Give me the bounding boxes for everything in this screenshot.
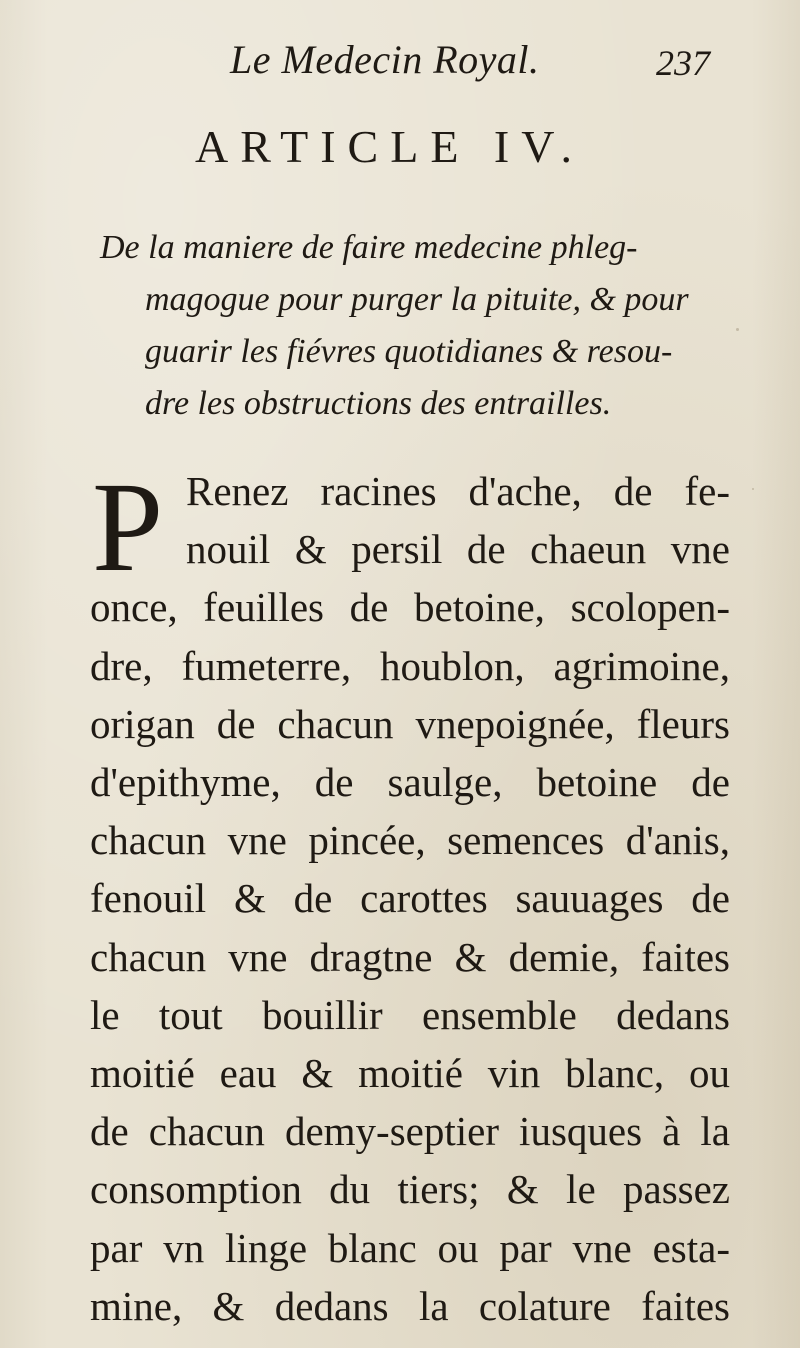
body-line: chacun vne pincée, semences d'anis,: [90, 817, 730, 864]
body-line: de chacun demy-septier iusques à la: [90, 1108, 730, 1155]
body-line: nouil & persil de chaeun vne: [186, 526, 730, 573]
subtitle-line: guarir les fiévres quotidianes & resou-: [145, 333, 673, 370]
article-subtitle: [100, 222, 750, 430]
body-line: origan de chacun vnepoignée, fleurs: [90, 700, 730, 747]
body-line: moitié eau & moitié vin blanc, ou: [90, 1050, 730, 1097]
body-line: chacun vne dragtne & demie, faites: [90, 933, 730, 980]
subtitle-line: magogue pour purger la pituite, & pour: [145, 281, 689, 318]
body-text: [90, 456, 730, 1335]
subtitle-line: De la maniere de faire medecine phleg-: [100, 229, 638, 266]
paper-speck: [752, 488, 754, 490]
paper-speck: [736, 328, 739, 331]
body-line: par vn linge blanc ou par vne esta-: [90, 1224, 730, 1271]
body-line: d'epithyme, de saulge, betoine de: [90, 759, 730, 806]
body-line: dre, fumeterre, houblon, agrimoine,: [90, 642, 730, 689]
page-number: 237: [656, 43, 710, 83]
body-line: mine, & dedans la colature faites: [90, 1282, 730, 1329]
subtitle-line: dre les obstructions des entrailles.: [145, 385, 612, 422]
body-line: once, feuilles de betoine, scolopen-: [90, 584, 730, 631]
running-title: Le Medecin Royal.: [230, 37, 540, 82]
body-line: consomption du tiers; & le passez: [90, 1166, 730, 1213]
article-heading: ARTICLE IV.: [195, 121, 585, 172]
body-line: le tout bouillir ensemble dedans: [90, 991, 730, 1038]
running-head: [0, 28, 800, 88]
body-line: fenouil & de carottes sauuages de: [90, 875, 730, 922]
paper-speck: [330, 1302, 332, 1306]
drop-cap: P: [92, 456, 164, 598]
body-line: Renez racines d'ache, de fe-: [186, 468, 730, 514]
